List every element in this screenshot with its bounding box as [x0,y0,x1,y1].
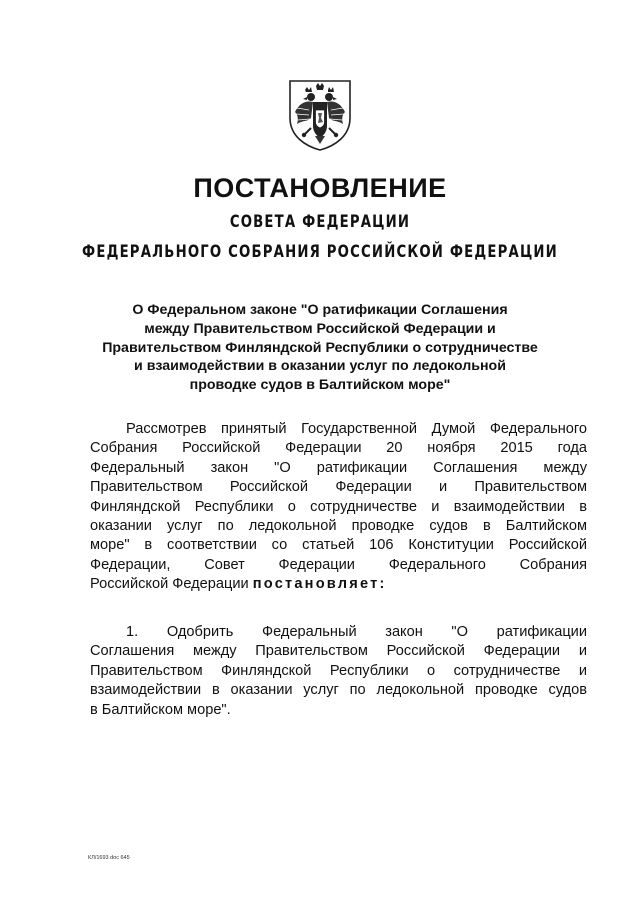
coat-of-arms-icon [285,78,355,152]
issuer-name: СОВЕТА ФЕДЕРАЦИИ [229,212,411,232]
document-subject [90,301,550,395]
paragraph-line: Федеральный закон "О ратификации Соглашения между [90,459,587,476]
paragraph-line: Рассмотрев принятый Государственной Думой Федерального [126,421,587,437]
issuer-parent-name: ФЕДЕРАЛЬНОГО СОБРАНИЯ РОССИЙСКОЙ ФЕДЕРАЦИИ [82,242,558,262]
document-title: ПОСТАНОВЛЕНИЕ [193,173,447,203]
document-code: КЛ/1693 doc 645 [88,855,130,861]
paragraph-last-line [90,575,587,594]
paragraph-line: Правительством Финляндской Республики о сотрудничестве и [90,662,587,679]
paragraph-line: море" в соответствии со статьей 106 Конституции Российской [90,537,587,554]
preamble-paragraph [90,420,587,595]
paragraph-line: Собрания Российской Федерации 20 ноября 2015 года [90,440,587,457]
paragraph-line: Финляндской Республики о сотрудничестве и взаимодействии в [90,498,587,515]
decision-word: постановляет: [252,576,387,593]
paragraph-line: в Балтийском море". [90,701,231,718]
paragraph-line: Правительством Российской Федерации и Правительством [90,479,587,496]
paragraph-line-text: Российской Федерации [90,576,249,593]
paragraph-line: 1. Одобрить Федеральный закон "О ратификации [126,624,587,640]
subject-line: Правительством Финляндской Республики о сотрудничестве [102,339,538,356]
subject-line: и взаимодействии в оказании услуг по ледокольной [134,358,506,375]
paragraph-line: взаимодействии в оказании услуг по ледокольной проводке судов [90,682,587,699]
paragraph-line: Федерации, Совет Федерации Федерального Собрания [90,556,587,573]
subject-line: между Правительством Российской Федерации и [144,320,496,337]
subject-line: О Федеральном законе "О ратификации Соглашения [132,302,508,318]
paragraph-line: Соглашения между Правительством Российской Федерации и [90,643,587,660]
subject-line: проводке судов в Балтийском море" [189,377,451,394]
resolution-item-1 [90,623,587,720]
paragraph-line: оказании услуг по ледокольной проводке судов в Балтийском [90,518,587,535]
